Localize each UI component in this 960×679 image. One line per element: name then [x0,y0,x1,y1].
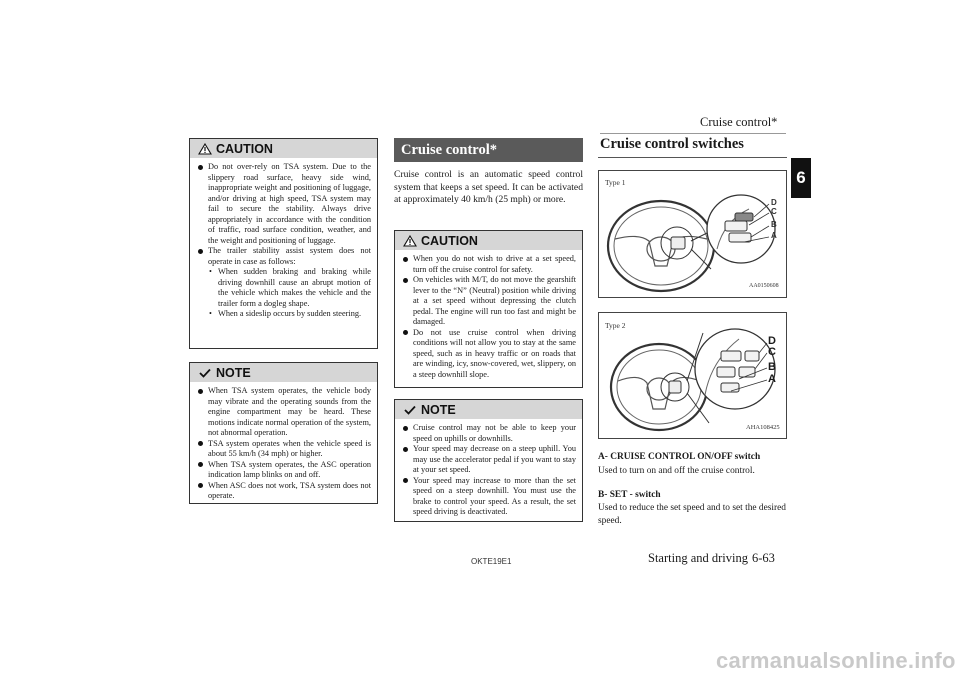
document-code: OKTE19E1 [471,557,512,566]
note-item [403,476,576,518]
definition-a-text: Used to turn on and off the cruise control. [598,466,755,476]
caution-subitem-text: When a sideslip occurs by sudden steering. [218,309,362,318]
page-number: 6-63 [752,551,775,565]
tsa-caution-box [189,138,378,349]
watermark: carmanualsonline.info [716,648,956,673]
bullet-icon [198,462,203,467]
note-item-text: TSA system operates when the vehicle speed is about 55 km/h (34 mph) or higher. [208,438,371,458]
figure-type-label: Type 2 [605,321,626,330]
header-rule [600,133,786,134]
note-body [190,382,377,506]
note-item-text: When TSA system operates, the ASC operation indication lamp blinks on and off. [208,459,371,479]
caution-body [190,158,377,324]
note-item [198,460,371,481]
caution-item-text: The trailer stability assist system does not operate in case as follows: [208,246,371,266]
running-header-title: Cruise control* [700,115,778,129]
note-item-text: When TSA system operates, the vehicle body may vibrate and the operating sounds from the engine compartment may be heard. These motions indicate normal operation of the system, not abnormal operation. [208,386,371,437]
caution-header [190,139,377,158]
caution-subitem-text: When sudden braking and braking while driving downhill cause an abrupt motion of the vehicle which makes the vehicle and the trailer form a dogleg shape. [218,267,371,308]
bullet-icon [198,483,203,488]
callout-letter-b: B [768,361,776,373]
callout-letter-b: B [771,220,777,229]
cruise-control-intro: Cruise control is an automatic speed control system that keeps a set speed. It can be activated at approximately 40 km/h (25 mph) or more. [394,169,583,205]
callout-letter-d: D [771,198,777,207]
bullet-icon [403,426,408,431]
figure-type-1 [598,170,787,298]
caution-item [198,246,371,267]
note-body [395,419,582,522]
bullet-icon [198,441,203,446]
definition-b-head: B- SET - switch [598,490,661,500]
callout-letter-a: A [768,373,776,385]
caution-item-text: Do not use cruise control when driving conditions will not allow you to stay at the same speed, such as in heavy traffic or on roads that are winding, icy, snow-covered, wet, slippery, on a steep downhill slope. [413,327,576,379]
caution-item-text: When you do not wish to drive at a set speed, turn off the cruise control for safety. [413,254,576,274]
note-item [198,481,371,502]
definition-a-head: A- CRUISE CONTROL ON/OFF switch [598,452,761,462]
caution-label: CAUTION [421,233,478,248]
note-header [395,400,582,419]
figure-code: AHA108425 [746,424,780,431]
bullet-icon [198,165,203,170]
figure-code: AA0150608 [749,283,779,289]
figure-type-label: Type 1 [605,178,626,187]
caution-subitem: • When a sideslip occurs by sudden steering. [198,309,371,320]
warning-triangle-icon [403,235,417,247]
note-check-icon [198,367,212,379]
bullet-icon [198,389,203,394]
note-item [198,439,371,460]
section-title-cruise-control: Cruise control* [394,138,583,162]
warning-triangle-icon [198,143,212,155]
bullet-icon [403,330,408,335]
bullet-icon [198,249,203,254]
caution-item [403,328,576,381]
note-item-text: Your speed may decrease on a steep uphill. You may use the accelerator pedal if you want to stay at your set speed. [413,444,576,474]
caution-item-text: On vehicles with M/T, do not move the gearshift lever to the “N” (Neutral) position while driving at a set speed without depressing the clutch pedal. The engine will run too fast and might be damaged. [413,275,576,326]
callout-letter-d: D [768,335,776,347]
bullet-icon [403,478,408,483]
callout-letter-c: C [768,346,776,358]
section-title-switches: Cruise control switches [598,136,787,158]
caution-item [198,162,371,246]
bullet-icon [403,447,408,452]
caution-label: CAUTION [216,141,273,156]
footer-section: Starting and driving [648,551,748,565]
callout-letter-a: A [771,231,777,240]
steering-wheel-type1-illustration [599,171,786,297]
note-label: NOTE [421,402,456,417]
note-header [190,363,377,382]
caution-item-text: Do not over-rely on TSA system. Due to the slippery road surface, heavy side wind, inappropriate weight and positioning of luggage, and/or driving at high speed, TSA system may fail to secure the stability. Always drive appropriately in accordance with the condition of traffic, road surface condition, weather, and the weight and positioning of luggage. [208,162,371,245]
definition-b-text: Used to reduce the set speed and to set the desired speed. [598,503,786,526]
caution-body [395,250,582,384]
callout-letter-c: C [771,207,777,216]
note-item [198,386,371,439]
caution-item [403,254,576,275]
caution-header [395,231,582,250]
note-item-text: When ASC does not work, TSA system does not operate. [208,480,371,500]
chapter-number: 6 [796,168,806,187]
note-item-text: Cruise control may not be able to keep your speed on uphills or downhills. [413,423,576,443]
figure-type-2 [598,312,787,439]
note-item-text: Your speed may increase to more than the set speed on a steep downhill. You must use the brake to control your speed. As a result, the set speed driving is deactivated. [413,475,576,516]
note-item [403,444,576,476]
tsa-note-box [189,362,378,504]
note-label: NOTE [216,365,251,380]
bullet-icon [403,278,408,283]
bullet-icon [403,257,408,262]
steering-wheel-type2-illustration [599,313,786,438]
caution-subitem: • When sudden braking and braking while driving downhill cause an abrupt motion of the vehicle which makes the vehicle and the trailer form a dogleg shape. [209,267,371,308]
caution-item [403,275,576,328]
note-item [403,423,576,444]
cruise-note-box [394,399,583,522]
chapter-tab [791,158,811,198]
cruise-caution-box [394,230,583,388]
note-check-icon [403,404,417,416]
